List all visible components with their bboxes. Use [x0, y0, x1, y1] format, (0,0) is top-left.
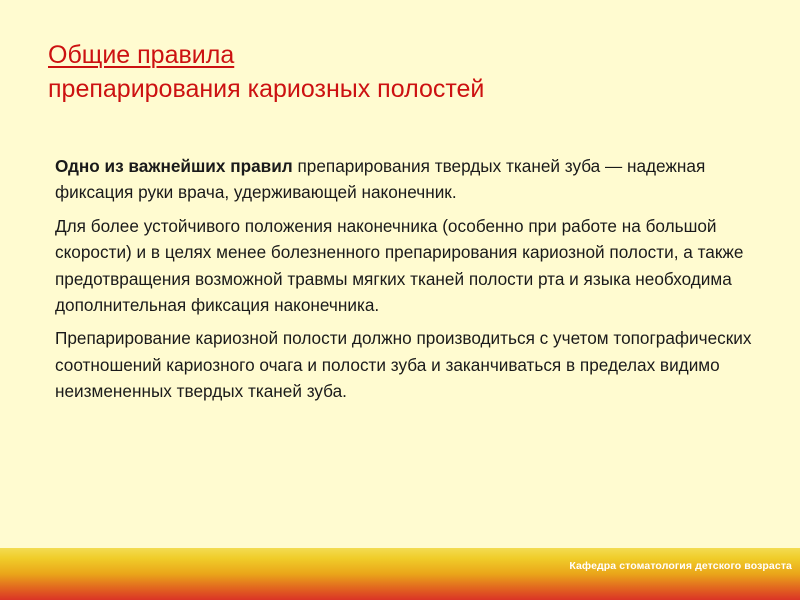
paragraph-1-text: препарирования твердых тканей зуба — надежная фиксация руки врача, удерживающей наконечник.	[55, 156, 706, 203]
slide-title	[48, 38, 768, 106]
paragraph-1	[55, 153, 755, 206]
footer-bar	[0, 548, 800, 600]
paragraph-3: Препарирование кариозной полости должно производиться с учетом топографических соотношений кариозного очага и полости зуба и заканчиваться в пределах видимо неизмененных твердых тканей зуба.	[55, 328, 752, 402]
title-line-1: Общие правила	[48, 41, 235, 69]
title-line-2: препарирования кариозных полостей	[48, 75, 485, 103]
slide-body	[55, 153, 755, 412]
paragraph-2: Для более устойчивого положения наконечника (особенно при работе на большой скорости) и в целях менее болезненного препарирования кариозной полости, а также предотвращения возможной травмы мягких тканей полости рта и языка необходима дополнительная фиксация наконечника.	[55, 215, 744, 316]
paragraph-1-bold-lead: Одно из важнейших правил	[55, 156, 293, 176]
footer-department-label: Кафедра стоматология детского возраста	[569, 560, 792, 572]
